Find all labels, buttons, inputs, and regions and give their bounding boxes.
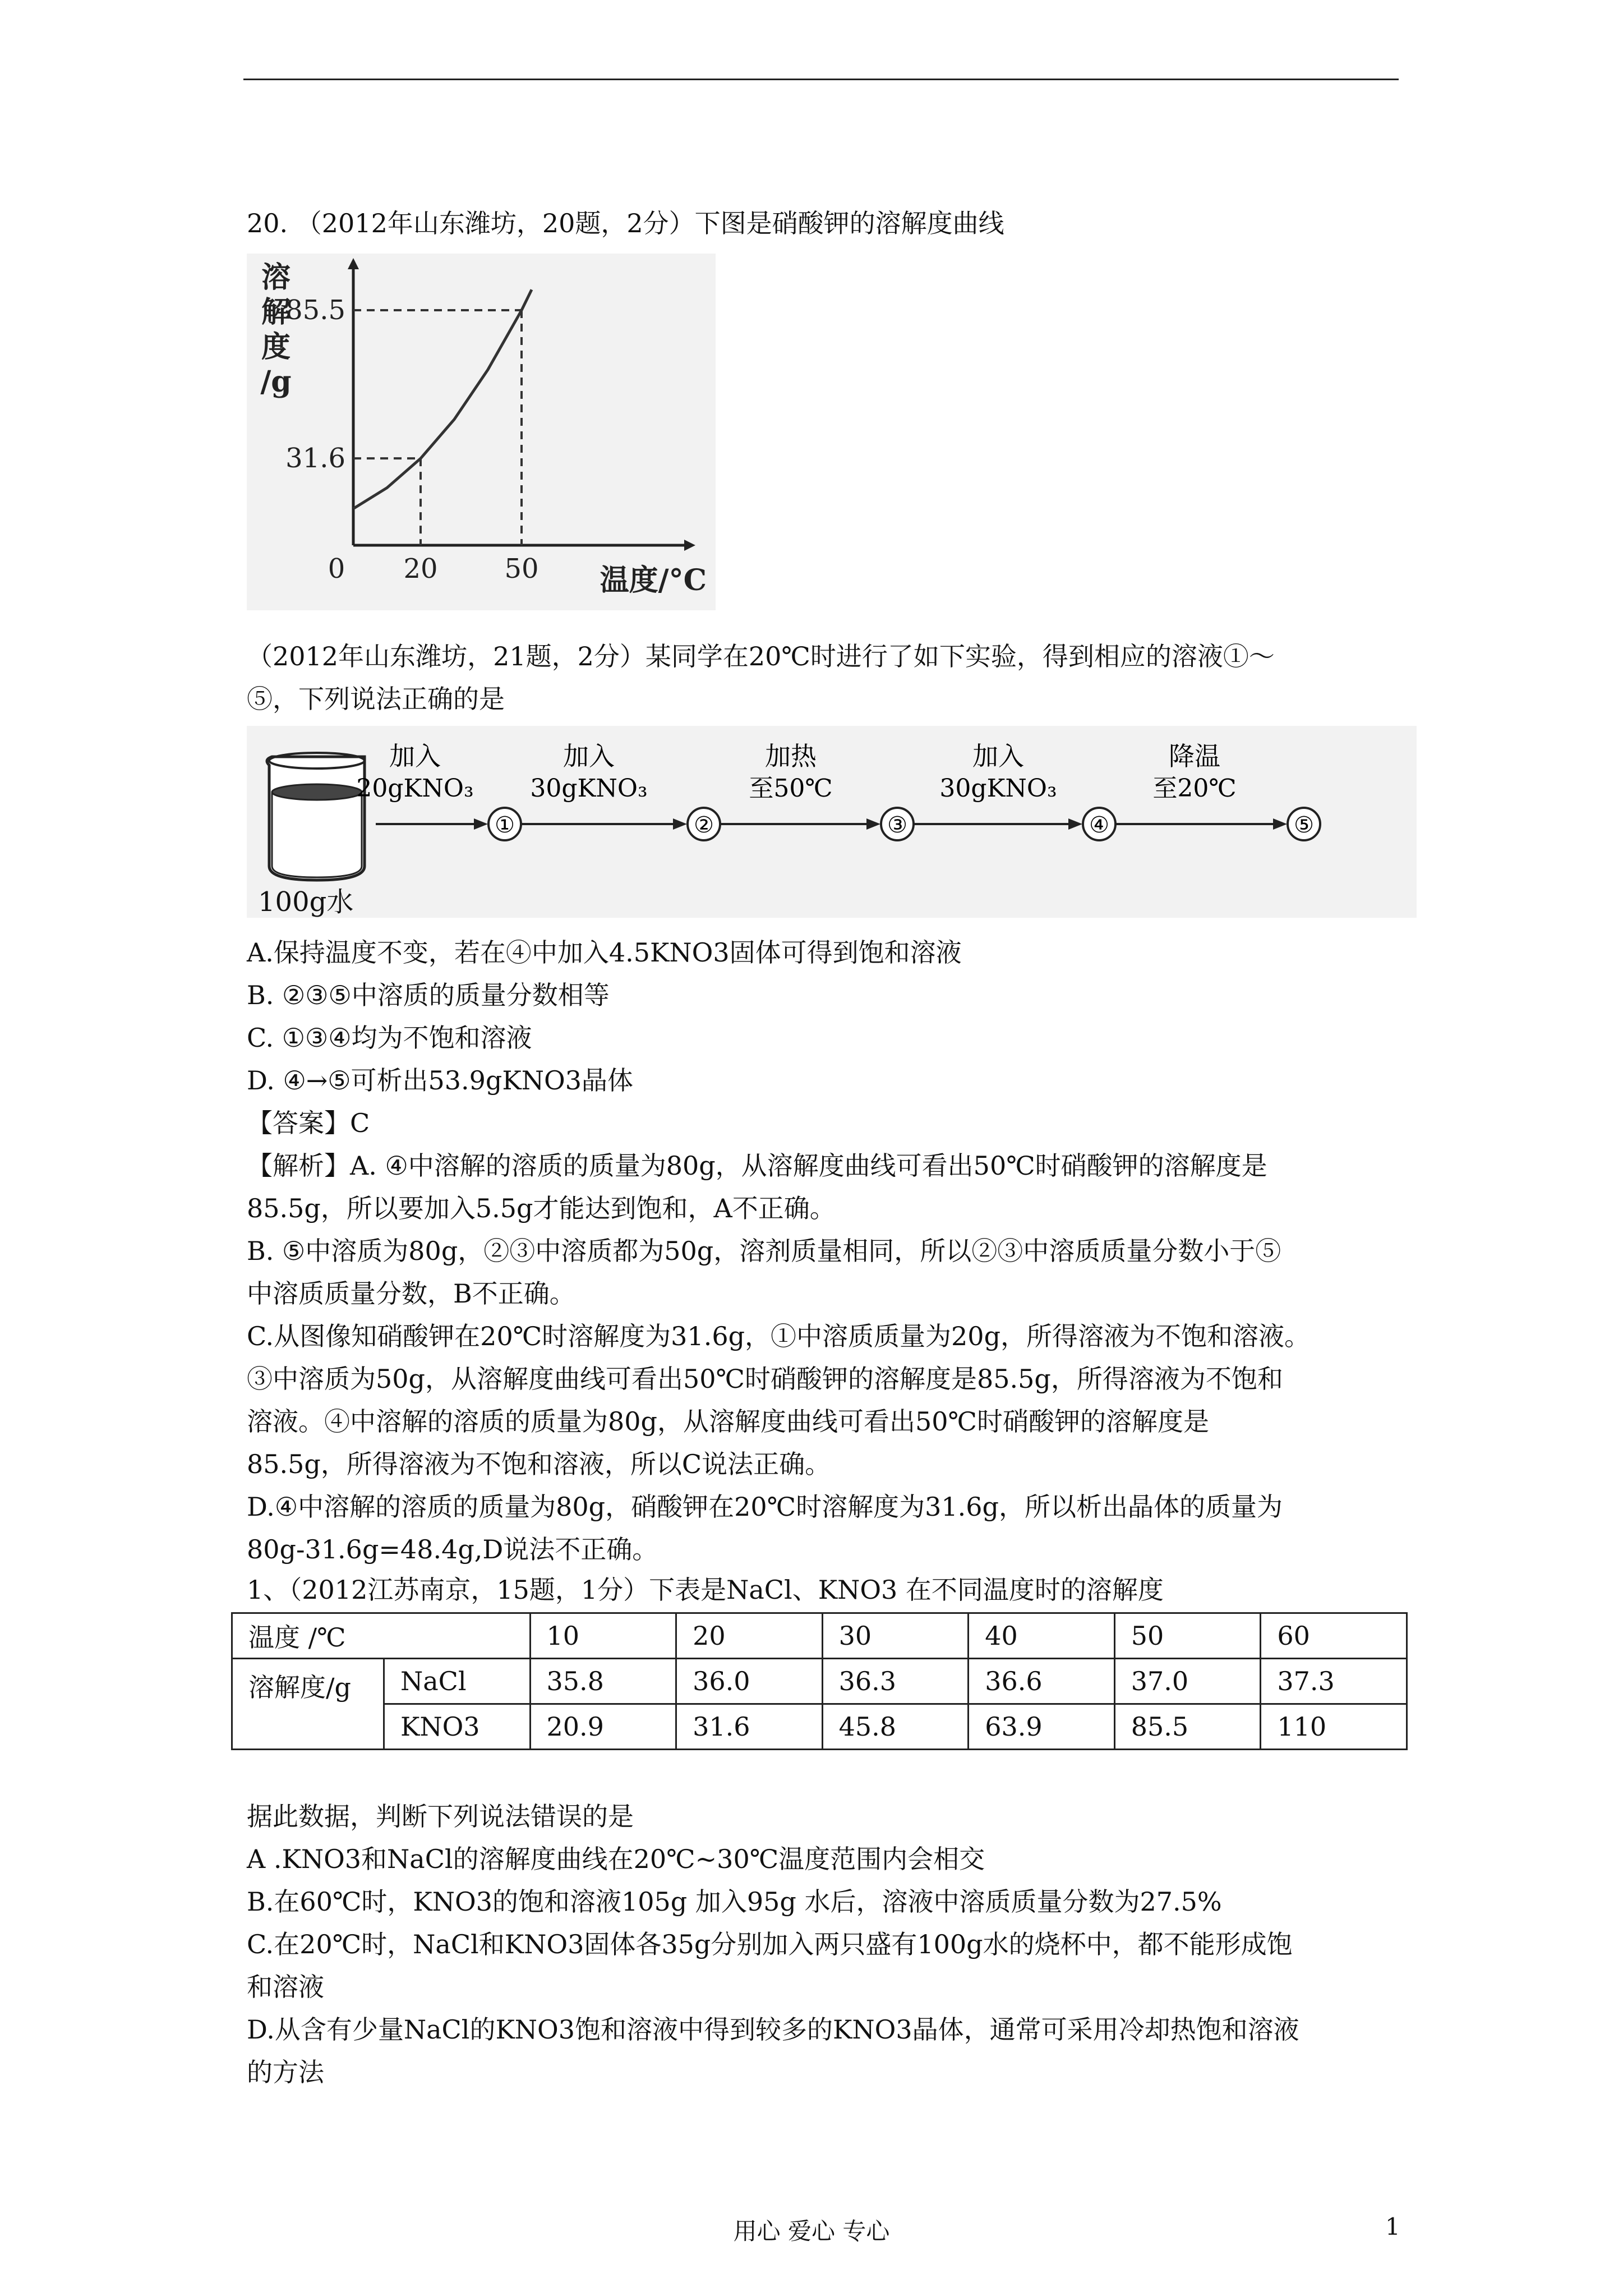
q1-question: 据此数据，判断下列说法错误的是: [247, 1801, 634, 1832]
table-row: [232, 1659, 1407, 1704]
q20-header: 20. （2012年山东潍坊，20题，2分）下图是硝酸钾的溶解度曲线: [247, 208, 1004, 238]
q21-header-line1: （2012年山东潍坊，21题，2分）某同学在20℃时进行了如下实验，得到相应的溶液①～: [247, 641, 1275, 671]
page-number: 1: [1385, 2213, 1400, 2240]
y-axis-label: 溶: [261, 260, 291, 295]
q1-option-c: C.在20℃时，NaCl和KNO3固体各35g分别加入两只盛有100g水的烧杯中，都不能形成饱: [247, 1929, 1293, 1959]
step-3-result: ③: [887, 812, 907, 838]
value-cell: 31.6: [676, 1704, 823, 1750]
table-row: [232, 1704, 1407, 1750]
value-cell: 110: [1261, 1704, 1407, 1750]
step-1-result: ①: [495, 812, 515, 838]
q21-header-line2: ⑤，下列说法正确的是: [247, 684, 505, 714]
step-4-result: ④: [1089, 812, 1109, 838]
step-2-top: 加入: [563, 741, 615, 771]
analysis-line-6: ③中溶质为50g，从溶解度曲线可看出50℃时硝酸钾的溶解度是85.5g，所得溶液为不饱和: [247, 1364, 1283, 1394]
beaker-label: 100g水: [258, 886, 354, 918]
substance-cell: NaCl: [384, 1659, 530, 1704]
temp-cell: 40: [969, 1613, 1115, 1659]
step-1-top: 加入: [389, 741, 441, 771]
step-4-top: 加入: [972, 741, 1024, 771]
value-cell: 20.9: [530, 1704, 676, 1750]
q1-option-a: A .KNO3和NaCl的溶解度曲线在20℃~30℃温度范围内会相交: [247, 1844, 985, 1874]
beaker-icon: [267, 753, 365, 880]
y-axis-label: 度: [261, 330, 291, 364]
x-axis-arrow: [684, 540, 695, 551]
y-axis-label: /g: [260, 365, 292, 399]
value-cell: 36.3: [822, 1659, 969, 1704]
experiment-diagram: [247, 726, 1417, 918]
analysis-line-3: B. ⑤中溶质为80g，②③中溶质都为50g，溶剂质量相同，所以②③中溶质质量分数小于⑤: [247, 1236, 1281, 1266]
x-axis-label: 温度/°C: [600, 563, 707, 597]
y-tick-label: 85.5: [285, 295, 345, 326]
solubility-table: [231, 1612, 1408, 1750]
q21-answer: 【答案】C: [247, 1108, 370, 1138]
step-2-result: ②: [694, 812, 714, 838]
step-3-top: 加热: [765, 741, 817, 771]
y-axis-label: 解: [261, 295, 291, 329]
value-cell: 85.5: [1114, 1704, 1261, 1750]
solubility-label-cell: 溶解度/g: [232, 1659, 384, 1750]
value-cell: 36.6: [969, 1659, 1115, 1704]
q21-option-d: D. ④→⑤可析出53.9gKNO3晶体: [247, 1065, 633, 1096]
analysis-line-2: 85.5g，所以要加入5.5g才能达到饱和，A不正确。: [247, 1193, 836, 1223]
q1-header: 1、（2012江苏南京，15题，1分）下表是NaCl、KNO3 在不同温度时的溶解度: [247, 1575, 1164, 1605]
q1-option-b: B.在60℃时，KNO3的饱和溶液105g 加入95g 水后，溶液中溶质质量分数为27.5%: [247, 1887, 1222, 1917]
footer-motto: 用心 爱心 专心: [733, 2217, 890, 2245]
analysis-line-4: 中溶质质量分数，B不正确。: [247, 1278, 575, 1309]
y-tick-label: 31.6: [285, 443, 345, 475]
step-4-bottom: 30gKNO₃: [939, 774, 1057, 803]
step-4: [914, 741, 1115, 840]
origin-label: 0: [328, 553, 345, 585]
value-cell: 37.0: [1114, 1659, 1261, 1704]
table-row: [232, 1613, 1407, 1659]
step-5-top: 降温: [1169, 741, 1220, 771]
y-axis-arrow: [348, 258, 359, 269]
analysis-line-10: 80g-31.6g=48.4g,D说法不正确。: [247, 1534, 658, 1565]
step-5-result: ⑤: [1294, 812, 1314, 838]
temp-cell: 30: [822, 1613, 969, 1659]
x-tick-label: 50: [504, 553, 539, 585]
analysis-line-1: 【解析】A. ④中溶解的溶质的质量为80g，从溶解度曲线可看出50℃时硝酸钾的溶解度是: [247, 1151, 1267, 1181]
temp-cell: 10: [530, 1613, 676, 1659]
step-1: [356, 741, 521, 840]
q1-option-d: D.从含有少量NaCl的KNO3饱和溶液中得到较多的KNO3晶体，通常可采用冷却热饱和溶液: [247, 2014, 1299, 2045]
temp-header-cell: 温度 /℃: [232, 1613, 531, 1659]
solubility-curve: [353, 289, 532, 509]
q21-option-b: B. ②③⑤中溶质的质量分数相等: [247, 980, 610, 1010]
temp-cell: 50: [1114, 1613, 1261, 1659]
step-5-bottom: 至20℃: [1152, 774, 1237, 803]
value-cell: 45.8: [822, 1704, 969, 1750]
value-cell: 36.0: [676, 1659, 823, 1704]
q21-option-c: C. ①③④均为不饱和溶液: [247, 1023, 532, 1053]
analysis-line-9: D.④中溶解的溶质的质量为80g，硝酸钾在20℃时溶解度为31.6g，所以析出晶体的质量为: [247, 1492, 1283, 1522]
temp-cell: 20: [676, 1613, 823, 1659]
q21-option-a: A.保持温度不变，若在④中加入4.5KNO3固体可得到饱和溶液: [247, 937, 962, 968]
solubility-chart: [247, 254, 716, 610]
step-5: [1116, 741, 1320, 840]
experiment-svg: [247, 726, 1417, 918]
step-3: [721, 741, 914, 840]
step-3-bottom: 至50℃: [749, 774, 833, 803]
temp-cell: 60: [1261, 1613, 1407, 1659]
step-2: [522, 741, 720, 840]
analysis-line-7: 溶液。④中溶解的溶质的质量为80g，从溶解度曲线可看出50℃时硝酸钾的溶解度是: [247, 1406, 1209, 1437]
analysis-line-8: 85.5g，所得溶液为不饱和溶液，所以C说法正确。: [247, 1449, 831, 1479]
value-cell: 35.8: [530, 1659, 676, 1704]
value-cell: 37.3: [1261, 1659, 1407, 1704]
step-2-bottom: 30gKNO₃: [530, 774, 648, 803]
analysis-line-5: C.从图像知硝酸钾在20℃时溶解度为31.6g，①中溶质质量为20g，所得溶液为不饱和溶液。: [247, 1321, 1311, 1351]
solubility-chart-svg: [247, 254, 716, 610]
value-cell: 63.9: [969, 1704, 1115, 1750]
q1-option-c-cont: 和溶液: [247, 1972, 324, 2002]
header-rule: [243, 79, 1399, 80]
q1-option-d-cont: 的方法: [247, 2057, 324, 2087]
x-tick-label: 20: [403, 553, 438, 585]
substance-cell: KNO3: [384, 1704, 530, 1750]
step-1-bottom: 20gKNO₃: [356, 774, 474, 803]
